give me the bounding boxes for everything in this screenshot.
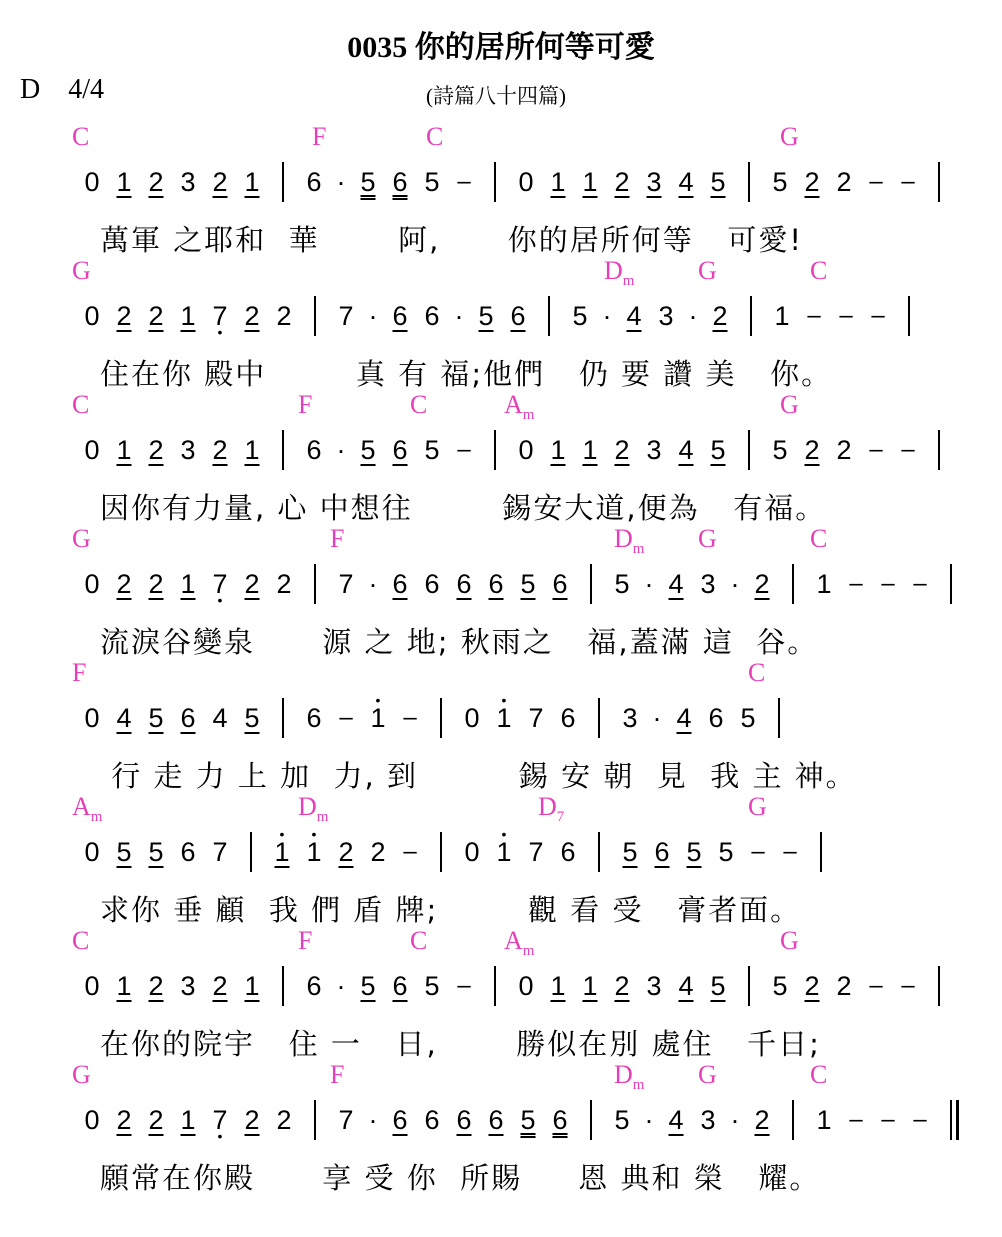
note: · (602, 301, 612, 331)
chord-symbol: F (72, 658, 87, 687)
lyrics-line: 萬軍 之耶和 華 阿, 你的居所何等 可愛! (100, 223, 803, 257)
note: 6 (456, 569, 472, 599)
bar-line (748, 966, 750, 1006)
chord-symbol: F (298, 926, 313, 955)
note: 2 (276, 301, 292, 331)
note: 1 (550, 971, 566, 1001)
note-line (76, 296, 924, 336)
note: 1 (550, 435, 566, 465)
note: 3 (700, 569, 716, 599)
lyrics-line: 在你的院宇 住 一 日, 勝似在別 處住 千日; (100, 1027, 821, 1061)
note: – (869, 168, 883, 195)
note: 4 (212, 703, 228, 733)
note: – (751, 838, 765, 865)
note: 5 (116, 837, 132, 867)
lyrics-line: 因你有力量, 心 中想往 錫安大道,便為 有福。 (100, 491, 827, 525)
note: 6 (306, 703, 322, 733)
note: 6 (424, 301, 440, 331)
bar-line (590, 1100, 592, 1140)
score-system (0, 390, 1002, 524)
note: 2 (614, 167, 630, 197)
chord-symbol: G (748, 792, 767, 821)
note: 5 (772, 435, 788, 465)
note: 6 (306, 435, 322, 465)
note-line (76, 1100, 972, 1140)
chord-symbol: G (72, 1060, 91, 1089)
note: 2 (836, 167, 852, 197)
bar-line (494, 162, 496, 202)
note: · (368, 301, 378, 331)
note: 6 (392, 167, 408, 197)
note: 7 (212, 837, 228, 867)
chord-symbol: F (330, 1060, 345, 1089)
chord-symbol: $D_m$ (614, 1060, 645, 1093)
chord-symbol: $D_m$ (614, 524, 645, 557)
note: · (336, 435, 346, 465)
chord-symbol: $D_7$ (538, 792, 565, 825)
note: 5 (718, 837, 734, 867)
bar-line (282, 698, 284, 738)
note: 4 (626, 301, 642, 331)
lyrics-line: 行 走 力 上 加 力, 到 錫 安 朝 見 我 主 神。 (100, 759, 857, 793)
score-system (0, 792, 1002, 926)
chord-symbol: G (780, 122, 799, 151)
bar-line (950, 564, 952, 604)
note: 0 (84, 167, 100, 197)
note: 7 (528, 703, 544, 733)
note: 7 • (204, 296, 236, 336)
note: 6 (424, 1105, 440, 1135)
note: 2 (804, 435, 820, 465)
note: 5 (520, 569, 536, 599)
note: 5 (622, 837, 638, 867)
note-line (76, 430, 954, 470)
bar-line (440, 698, 442, 738)
bar-line (778, 698, 780, 738)
bar-line (314, 564, 316, 604)
chord-symbol: G (698, 256, 717, 285)
note: 4 (676, 703, 692, 733)
note-line (76, 966, 954, 1006)
note: 2 (116, 1105, 132, 1135)
note: · (368, 569, 378, 599)
lyrics-line: 住在你 殿中 真 有 福;他們 仍 要 讚 美 你。 (100, 357, 833, 391)
note: 6 (456, 1105, 472, 1135)
note: 2 (148, 971, 164, 1001)
note: 6 (392, 569, 408, 599)
note: 2 (754, 1105, 770, 1135)
bar-line (590, 564, 592, 604)
note: 5 (424, 971, 440, 1001)
note: – (849, 570, 863, 597)
note: 2 (614, 971, 630, 1001)
note: – (339, 704, 353, 731)
note-line (76, 162, 954, 202)
chord-symbol: G (72, 256, 91, 285)
note: • 1 (488, 832, 520, 872)
note: · (336, 971, 346, 1001)
note: 7 (338, 301, 354, 331)
note: · (730, 569, 740, 599)
bar-line (938, 430, 940, 470)
chord-symbol: G (780, 390, 799, 419)
note: 5 (148, 703, 164, 733)
note: 0 (464, 703, 480, 733)
note: 1 (582, 435, 598, 465)
bar-line (938, 966, 940, 1006)
note: 7 • (204, 1100, 236, 1140)
note: 7 (528, 837, 544, 867)
lyrics-line: 願常在你殿 享 受 你 所賜 恩 典和 榮 耀。 (100, 1161, 821, 1195)
chord-symbol: C (410, 926, 428, 955)
score-system (0, 658, 1002, 792)
chord-symbol: G (698, 524, 717, 553)
note: 6 (392, 301, 408, 331)
note: · (644, 569, 654, 599)
note: • 1 (362, 698, 394, 738)
score-system (0, 122, 1002, 256)
note: 2 (244, 1105, 260, 1135)
note: – (869, 972, 883, 999)
chord-symbol: C (410, 390, 428, 419)
note: 5 (360, 167, 376, 197)
note: 4 (678, 167, 694, 197)
bar-line (938, 162, 940, 202)
note: – (869, 436, 883, 463)
bar-line (314, 1100, 316, 1140)
score-system (0, 256, 1002, 390)
note: 5 (244, 703, 260, 733)
note: • 1 (298, 832, 330, 872)
note: – (901, 972, 915, 999)
note: 0 (518, 971, 534, 1001)
note: 1 (180, 1105, 196, 1135)
note: · (652, 703, 662, 733)
note: – (881, 570, 895, 597)
note: 2 (212, 167, 228, 197)
note: 0 (464, 837, 480, 867)
note: 2 (148, 301, 164, 331)
score-system (0, 524, 1002, 658)
note: 5 (772, 167, 788, 197)
note: 0 (84, 971, 100, 1001)
note: 3 (180, 971, 196, 1001)
bar-line (950, 1100, 952, 1140)
note: 2 (276, 1105, 292, 1135)
note: – (839, 302, 853, 329)
note: 1 (774, 301, 790, 331)
bar-line (908, 296, 910, 336)
key-signature: D (20, 74, 41, 105)
bar-line (598, 832, 600, 872)
note: 2 (244, 301, 260, 331)
note: 6 (306, 167, 322, 197)
note: 6 (180, 837, 196, 867)
bar-line (314, 296, 316, 336)
chord-symbol: F (330, 524, 345, 553)
note: – (913, 1106, 927, 1133)
note: 5 (360, 971, 376, 1001)
note: – (457, 436, 471, 463)
lyrics-line: 流淚谷變泉 源 之 地; 秋雨之 福,蓋滿 這 谷。 (100, 625, 819, 659)
chord-symbol: $A_m$ (504, 926, 535, 959)
note: 5 (360, 435, 376, 465)
chord-symbol: $D_m$ (298, 792, 329, 825)
lyrics-line: 求你 垂 顧 我 們 盾 牌; 觀 看 受 膏者面。 (100, 893, 802, 927)
note: 2 (148, 1105, 164, 1135)
note: 6 (424, 569, 440, 599)
note: 5 (710, 435, 726, 465)
note: 7 (338, 569, 354, 599)
chord-symbol: G (698, 1060, 717, 1089)
chord-symbol: C (810, 256, 828, 285)
note: 2 (244, 569, 260, 599)
note: 2 (212, 435, 228, 465)
note: 6 (306, 971, 322, 1001)
chord-symbol: C (426, 122, 444, 151)
note: 2 (836, 435, 852, 465)
key-time-signature (20, 74, 104, 106)
note: 1 (116, 971, 132, 1001)
bar-line (748, 162, 750, 202)
note: – (457, 972, 471, 999)
note: 6 (392, 1105, 408, 1135)
note: 1 (180, 301, 196, 331)
note: • 1 (266, 832, 298, 872)
note: 6 (552, 1105, 568, 1135)
note: 1 (816, 569, 832, 599)
note: 3 (646, 971, 662, 1001)
note: 6 (392, 435, 408, 465)
note: 0 (84, 569, 100, 599)
note: 5 (614, 1105, 630, 1135)
note: · (368, 1105, 378, 1135)
song-title: 0035 你的居所何等可愛 (347, 31, 655, 64)
note: · (730, 1105, 740, 1135)
note: 7 (338, 1105, 354, 1135)
note: 0 (84, 435, 100, 465)
song-subtitle: (詩篇八十四篇) (426, 84, 566, 108)
bar-line (494, 966, 496, 1006)
chord-symbol: G (780, 926, 799, 955)
note: 0 (518, 435, 534, 465)
note: 2 (212, 971, 228, 1001)
note: – (871, 302, 885, 329)
note: · (688, 301, 698, 331)
note: 2 (712, 301, 728, 331)
note: 1 (550, 167, 566, 197)
bar-line (792, 564, 794, 604)
note: 3 (646, 435, 662, 465)
note: 2 (804, 167, 820, 197)
note: – (403, 838, 417, 865)
note: 2 (148, 167, 164, 197)
note: – (881, 1106, 895, 1133)
note: 5 (424, 167, 440, 197)
chord-symbol: C (748, 658, 766, 687)
chord-symbol: C (810, 524, 828, 553)
note: 3 (700, 1105, 716, 1135)
bar-line (282, 966, 284, 1006)
note: 1 (244, 167, 260, 197)
note: 0 (518, 167, 534, 197)
note: 2 (370, 837, 386, 867)
note: 4 (668, 1105, 684, 1135)
note: 6 (560, 837, 576, 867)
note: 0 (84, 703, 100, 733)
note: 2 (148, 435, 164, 465)
chord-symbol: $D_m$ (604, 256, 635, 289)
note: 6 (180, 703, 196, 733)
note: 6 (488, 1105, 504, 1135)
note: 2 (338, 837, 354, 867)
note: 4 (678, 971, 694, 1001)
note: 5 (424, 435, 440, 465)
chord-symbol: C (72, 926, 90, 955)
bar-line (598, 698, 600, 738)
note: 6 (560, 703, 576, 733)
note: · (454, 301, 464, 331)
note: 3 (622, 703, 638, 733)
note: 2 (276, 569, 292, 599)
chord-symbol: F (312, 122, 327, 151)
note: – (403, 704, 417, 731)
note: – (913, 570, 927, 597)
note: 6 (708, 703, 724, 733)
chord-symbol: $A_m$ (72, 792, 103, 825)
note: 2 (804, 971, 820, 1001)
note: 1 (244, 435, 260, 465)
note: 6 (654, 837, 670, 867)
note: 5 (772, 971, 788, 1001)
note: 1 (116, 167, 132, 197)
note: 2 (836, 971, 852, 1001)
note: 3 (180, 167, 196, 197)
note: 1 (582, 971, 598, 1001)
bar-line (750, 296, 752, 336)
chord-symbol: C (810, 1060, 828, 1089)
note: 5 (710, 971, 726, 1001)
note: · (644, 1105, 654, 1135)
note: 1 (816, 1105, 832, 1135)
bar-line (748, 430, 750, 470)
bar-line (282, 430, 284, 470)
note: 6 (488, 569, 504, 599)
note: 0 (84, 1105, 100, 1135)
note: 1 (180, 569, 196, 599)
bar-line (792, 1100, 794, 1140)
note: 2 (116, 569, 132, 599)
note: 1 (244, 971, 260, 1001)
bar-line (494, 430, 496, 470)
score-system (0, 926, 1002, 1060)
chord-symbol: C (72, 122, 90, 151)
note: – (807, 302, 821, 329)
note: 4 (668, 569, 684, 599)
note: 6 (392, 971, 408, 1001)
note: 7 • (204, 564, 236, 604)
note: 1 (582, 167, 598, 197)
note: 5 (740, 703, 756, 733)
note: – (783, 838, 797, 865)
score-system (0, 1060, 1002, 1194)
note-line (76, 698, 794, 738)
note: 5 (148, 837, 164, 867)
note: – (849, 1106, 863, 1133)
chord-symbol: C (72, 390, 90, 419)
note: 4 (116, 703, 132, 733)
note: 5 (614, 569, 630, 599)
note: 0 (84, 301, 100, 331)
note: 6 (510, 301, 526, 331)
chord-symbol: F (298, 390, 313, 419)
note: 4 (678, 435, 694, 465)
note: – (901, 168, 915, 195)
bar-line (282, 162, 284, 202)
chord-symbol: $A_m$ (504, 390, 535, 423)
note-line (76, 564, 966, 604)
note-line (76, 832, 836, 872)
note: 5 (478, 301, 494, 331)
note: 6 (552, 569, 568, 599)
note: 2 (614, 435, 630, 465)
note: 3 (658, 301, 674, 331)
time-signature: 4/4 (68, 74, 105, 105)
bar-line (440, 832, 442, 872)
note: 5 (710, 167, 726, 197)
note: – (457, 168, 471, 195)
note: 3 (180, 435, 196, 465)
note: · (336, 167, 346, 197)
note: 5 (572, 301, 588, 331)
note: 5 (520, 1105, 536, 1135)
note: • 1 (488, 698, 520, 738)
bar-line (548, 296, 550, 336)
note: 1 (116, 435, 132, 465)
chord-symbol: G (72, 524, 91, 553)
bar-line (250, 832, 252, 872)
note: 0 (84, 837, 100, 867)
note: 2 (754, 569, 770, 599)
note: 2 (148, 569, 164, 599)
note: 2 (116, 301, 132, 331)
note: – (901, 436, 915, 463)
note: 3 (646, 167, 662, 197)
bar-line (820, 832, 822, 872)
note: 5 (686, 837, 702, 867)
